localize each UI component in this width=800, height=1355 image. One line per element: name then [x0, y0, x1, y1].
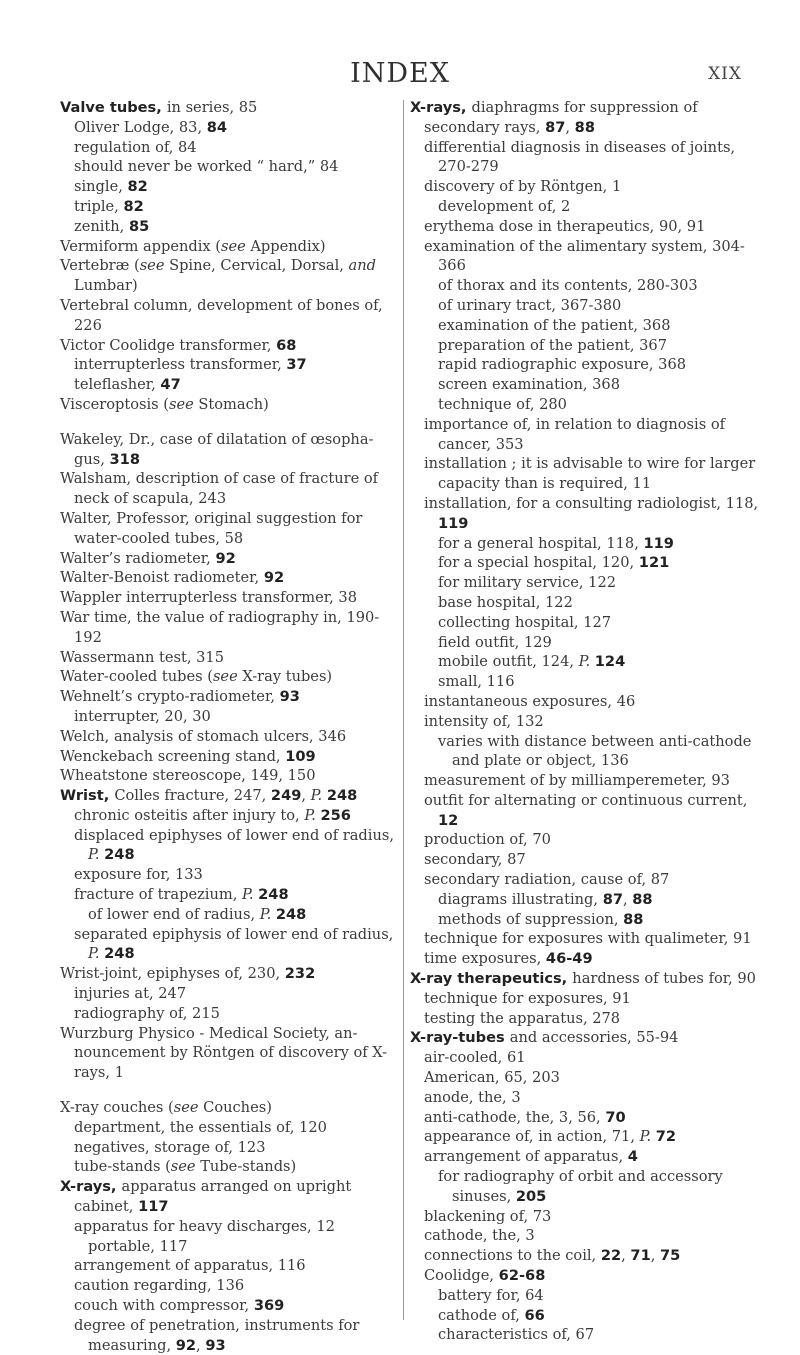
italic-text: see	[212, 668, 238, 686]
index-entry	[410, 1147, 770, 1167]
entry-text: zenith,	[74, 217, 129, 235]
entry-text: arrangement of apparatus, 116	[74, 1257, 306, 1275]
index-entry	[410, 989, 770, 1009]
entry-text: anode, the, 3	[424, 1088, 521, 1106]
entry-text: and accessories, 55-94	[509, 1029, 679, 1047]
index-entry	[410, 553, 770, 573]
index-entry	[410, 336, 770, 356]
index-entry	[60, 197, 398, 217]
entry-text: methods of suppression,	[438, 910, 624, 928]
entry-text: Wappler interrupterless transformer, 38	[60, 589, 357, 607]
entry-text: technique for exposures, 91	[424, 989, 631, 1007]
italic-text: P.	[578, 653, 591, 671]
index-entry	[60, 568, 398, 588]
index-entry	[410, 830, 770, 850]
index-entry	[410, 593, 770, 613]
entry-text: blackening of, 73	[424, 1207, 552, 1225]
entry-text: instantaneous exposures, 46	[424, 692, 636, 710]
entry-text: ,	[623, 890, 633, 908]
entry-text: importance of, in relation to diagnosis of cancer, 353	[424, 415, 726, 453]
entry-text: Wehnelt’s crypto-radiometer,	[60, 688, 280, 706]
index-entry	[410, 791, 770, 831]
entry-text: for a special hospital, 120,	[438, 554, 639, 572]
entry-text: of thorax and its contents, 280-303	[438, 277, 698, 295]
bold-page-ref: 92	[175, 1336, 197, 1354]
entry-text: Tube-stands)	[195, 1158, 297, 1176]
entry-text: diagrams illustrating,	[438, 890, 603, 908]
entry-text: cathode, the, 3	[424, 1227, 535, 1245]
entry-text: Spine, Cervical, Dorsal,	[164, 257, 349, 275]
entry-text: radiography of, 215	[74, 1004, 220, 1022]
italic-text: P.	[88, 846, 100, 864]
entry-text: intensity of, 132	[424, 712, 544, 730]
index-entry	[60, 687, 398, 707]
index-entry	[60, 786, 398, 806]
italic-text: P.	[88, 945, 100, 963]
index-entry	[60, 217, 398, 237]
index-entry	[410, 98, 770, 138]
index-entry	[410, 1028, 770, 1048]
index-entry	[410, 1286, 770, 1306]
entry-text: rapid radiographic exposure, 368	[438, 356, 687, 374]
index-entry	[410, 1246, 770, 1266]
bold-page-ref: 248	[104, 846, 135, 864]
page-title: INDEX	[350, 58, 450, 89]
index-entry	[60, 1157, 398, 1177]
entry-text: varies with distance between anti-cathode and plate or object, 136	[438, 732, 752, 770]
entry-text: Stomach)	[193, 395, 269, 413]
bold-page-ref: 88	[623, 910, 644, 928]
entry-text: collecting hospital, 127	[438, 613, 612, 631]
index-entry	[60, 1024, 398, 1083]
index-entry	[60, 964, 398, 984]
index-entry	[60, 509, 398, 549]
italic-text: and	[348, 257, 376, 275]
entry-text: apparatus for heavy discharges, 12	[74, 1217, 335, 1235]
bold-page-ref: 205	[515, 1187, 547, 1205]
italic-text: P.	[259, 905, 272, 923]
index-entry	[60, 157, 398, 177]
entry-text: ,	[565, 118, 575, 136]
entry-text: triple,	[74, 197, 124, 215]
bold-page-ref: 109	[285, 747, 316, 765]
entry-text: installation, for a consulting radiologist, 118,	[424, 494, 759, 512]
entry-text: development of, 2	[438, 197, 571, 215]
index-entry	[60, 1177, 398, 1217]
entry-text: Wheatstone stereoscope, 149, 150	[60, 767, 316, 785]
index-entry	[60, 885, 398, 905]
index-entry	[410, 850, 770, 870]
bold-page-ref: 248	[104, 945, 135, 963]
entry-text: Wakeley, Dr., case of dilatation of œsopha-gus,	[60, 430, 374, 468]
index-entry	[60, 98, 398, 118]
entry-text: small, 116	[438, 673, 515, 691]
entry-text: Walter, Professor, original suggestion for water-cooled tubes, 58	[60, 509, 363, 547]
index-entry	[60, 430, 398, 470]
entry-text: production of, 70	[424, 831, 551, 849]
bold-page-ref: 82	[123, 197, 144, 215]
bold-page-ref: 4	[627, 1148, 638, 1166]
index-entry	[60, 177, 398, 197]
entry-text: Wenckebach screening stand,	[60, 747, 286, 765]
index-entry	[410, 929, 770, 949]
index-entry	[410, 870, 770, 890]
bold-page-ref: 318	[109, 450, 140, 468]
index-entry	[410, 1207, 770, 1227]
entry-text: connections to the coil,	[424, 1247, 601, 1265]
bold-page-ref: 249	[270, 787, 302, 805]
entry-text: interrupterless transformer,	[74, 356, 287, 374]
entry-text: Visceroptosis (	[60, 395, 169, 413]
index-entry	[60, 588, 398, 608]
index-entry	[410, 949, 770, 969]
index-entry	[410, 1088, 770, 1108]
entry-text: Wurzburg Physico - Medical Society, an-nouncement by Röntgen of discovery of X-rays, 1	[60, 1024, 388, 1082]
entry-text: for radiography of orbit and accessory sinuses,	[438, 1168, 723, 1205]
italic-text: see	[170, 1158, 196, 1176]
entry-text: air-cooled, 61	[424, 1049, 526, 1067]
index-entry	[60, 549, 398, 569]
italic-text: P.	[304, 806, 316, 824]
bold-page-ref: 93	[279, 688, 300, 706]
index-entry	[410, 969, 770, 989]
bold-page-ref: 92	[215, 549, 236, 567]
entry-text: X-ray couches (	[60, 1099, 174, 1117]
entry-text: degree of penetration, instruments for measuring,	[74, 1316, 360, 1354]
entry-text: ,	[196, 1336, 206, 1354]
index-entry	[410, 494, 770, 534]
index-entry	[410, 732, 770, 772]
entry-text: screen examination, 368	[438, 376, 620, 394]
bold-page-ref: 87	[602, 890, 623, 908]
bold-page-ref: 85	[128, 217, 150, 235]
bold-page-ref: 46-49	[545, 950, 593, 968]
index-headword: X-rays,	[60, 1178, 122, 1196]
entry-text: in series, 85	[166, 99, 258, 116]
entry-text: regulation of, 84	[74, 138, 197, 156]
entry-text: installation ; it is advisable to wire for larger capacity than is required, 11	[424, 455, 756, 493]
index-entry	[410, 217, 770, 237]
entry-text: American, 65, 203	[424, 1069, 560, 1087]
index-entry	[60, 1256, 398, 1276]
entry-text: exposure for, 133	[74, 866, 203, 884]
bold-page-ref: 37	[286, 356, 307, 374]
bold-page-ref: 369	[253, 1297, 285, 1315]
bold-page-ref: 93	[205, 1336, 226, 1354]
index-entry	[410, 1068, 770, 1088]
entry-text: Appendix)	[245, 237, 326, 255]
bold-page-ref: 70	[605, 1108, 626, 1126]
index-entry	[60, 256, 398, 296]
index-entry	[410, 1325, 770, 1345]
index-column-left	[60, 98, 398, 1355]
italic-text: see	[168, 395, 194, 413]
entry-text: Wassermann test, 315	[60, 648, 224, 666]
index-entry	[60, 905, 398, 925]
entry-text: technique for exposures with qualimeter, 91	[424, 930, 752, 948]
entry-text: War time, the value of radiography in, 190-192	[60, 608, 380, 646]
index-entry	[60, 826, 398, 866]
index-entry	[60, 395, 398, 415]
bold-page-ref: 47	[160, 376, 181, 394]
bold-page-ref: 248	[275, 905, 307, 923]
entry-text: testing the apparatus, 278	[424, 1009, 621, 1027]
entry-text: Victor Coolidge transformer,	[60, 336, 277, 354]
index-entry	[60, 1237, 398, 1257]
entry-text: Vertebral column, development of bones of, 226	[60, 296, 383, 334]
index-entry	[60, 138, 398, 158]
index-entry	[410, 771, 770, 791]
index-entry	[410, 375, 770, 395]
entry-text: tube-stands (	[74, 1158, 171, 1176]
entry-text: discovery of by Röntgen, 1	[424, 178, 622, 196]
index-entry	[410, 652, 770, 672]
bold-page-ref: 121	[638, 554, 670, 572]
index-entry	[60, 296, 398, 336]
entry-text: anti-cathode, the, 3, 56,	[424, 1108, 606, 1126]
entry-text: ,	[621, 1247, 631, 1265]
entry-text: measurement of by milliamperemeter, 93	[424, 772, 730, 790]
index-entry	[410, 692, 770, 712]
index-entry	[410, 573, 770, 593]
entry-text: displaced epiphyses of lower end of radius,	[74, 826, 394, 844]
entry-text: apparatus arranged on upright cabinet,	[74, 1178, 352, 1216]
entry-text: characteristics of, 67	[438, 1326, 595, 1344]
index-entry	[60, 355, 398, 375]
index-entry	[410, 1266, 770, 1286]
italic-text: P.	[242, 886, 254, 904]
index-entry	[60, 1118, 398, 1138]
index-entry	[410, 395, 770, 415]
entry-text: negatives, storage of, 123	[74, 1138, 266, 1156]
entry-text: examination of the patient, 368	[438, 316, 671, 334]
entry-text: battery for, 64	[438, 1286, 544, 1304]
index-headword: X-ray-tubes	[410, 1029, 510, 1047]
index-entry	[410, 633, 770, 653]
index-entry	[410, 1127, 770, 1147]
entry-text: couch with compressor,	[74, 1297, 254, 1315]
bold-page-ref: 12	[438, 811, 459, 829]
entry-text: for military service, 122	[438, 574, 617, 592]
entry-text: single,	[74, 178, 128, 196]
index-entry	[410, 672, 770, 692]
index-entry	[410, 177, 770, 197]
index-entry	[60, 747, 398, 767]
index-entry	[410, 454, 770, 494]
index-entry	[60, 727, 398, 747]
bold-page-ref: 62-68	[498, 1267, 546, 1285]
italic-text: see	[173, 1099, 199, 1117]
column-divider	[403, 100, 404, 1320]
entry-text: time exposures,	[424, 950, 546, 968]
index-column-right	[410, 98, 770, 1345]
entry-text: Welch, analysis of stomach ulcers, 346	[60, 727, 347, 745]
index-headword: X-rays,	[410, 99, 472, 116]
bold-page-ref: 92	[263, 569, 285, 587]
page-number: XIX	[708, 64, 742, 84]
entry-text: field outfit, 129	[438, 633, 552, 651]
index-entry	[60, 1138, 398, 1158]
bold-page-ref: 248	[258, 886, 289, 904]
entry-text: Walter-Benoist radiometer,	[60, 569, 264, 587]
index-entry	[410, 276, 770, 296]
index-entry	[60, 865, 398, 885]
entry-text: technique of, 280	[438, 395, 567, 413]
entry-text: of urinary tract, 367-380	[438, 296, 622, 314]
index-entry	[60, 1316, 398, 1355]
index-entry	[410, 1108, 770, 1128]
entry-text: ,	[650, 1247, 661, 1265]
index-entry	[60, 766, 398, 786]
index-entry	[410, 613, 770, 633]
bold-page-ref: 117	[138, 1198, 169, 1216]
italic-text: see	[220, 237, 246, 255]
bold-page-ref: 22	[600, 1247, 622, 1265]
index-entry	[60, 118, 398, 138]
index-entry	[410, 1306, 770, 1326]
index-entry	[410, 890, 770, 910]
entry-text: erythema dose in therapeutics, 90, 91	[424, 217, 706, 235]
entry-text: chronic osteitis after injury to,	[74, 806, 305, 824]
bold-page-ref: 71	[630, 1247, 651, 1265]
entry-text: Vermiform appendix (	[60, 237, 221, 255]
entry-text: examination of the alimentary system, 304-366	[424, 237, 745, 275]
bold-page-ref: 248	[326, 787, 358, 805]
index-entry	[410, 138, 770, 178]
index-entry	[410, 237, 770, 277]
entry-text: caution regarding, 136	[74, 1277, 245, 1295]
entry-text: Coolidge,	[424, 1267, 499, 1285]
entry-text: secondary, 87	[424, 851, 526, 869]
index-headword: X-ray therapeutics,	[410, 970, 573, 988]
index-entry	[60, 469, 398, 509]
entry-text: Couches)	[198, 1099, 272, 1117]
index-entry	[410, 415, 770, 455]
italic-text: P.	[310, 787, 323, 805]
entry-text: arrangement of apparatus,	[424, 1148, 628, 1166]
bold-page-ref: 82	[127, 178, 148, 196]
entry-text: should never be worked “ hard,” 84	[74, 158, 339, 176]
index-entry	[410, 1048, 770, 1068]
bold-page-ref: 75	[660, 1247, 681, 1265]
index-entry	[410, 1167, 770, 1207]
index-entry	[60, 336, 398, 356]
entry-text: injuries at, 247	[74, 985, 187, 1003]
entry-text: X-ray tubes)	[237, 668, 333, 686]
bold-page-ref: 87	[545, 118, 566, 136]
entry-text: portable, 117	[88, 1237, 188, 1255]
entry-text: ,	[301, 787, 311, 805]
bold-page-ref: 72	[655, 1128, 677, 1146]
entry-text: secondary radiation, cause of, 87	[424, 871, 670, 889]
entry-text: Vertebræ (	[60, 257, 140, 275]
index-entry	[410, 1009, 770, 1029]
entry-text: appearance of, in action, 71,	[424, 1128, 640, 1146]
entry-text: Walter’s radiometer,	[60, 549, 216, 567]
entry-text: Colles fracture, 247,	[114, 787, 271, 805]
entry-text: differential diagnosis in diseases of joints, 270-279	[424, 138, 736, 176]
bold-page-ref: 124	[594, 653, 626, 671]
bold-page-ref: 119	[438, 514, 469, 532]
entry-text: Walsham, description of case of fracture of neck of scapula, 243	[60, 470, 379, 508]
italic-text: see	[139, 257, 165, 275]
index-entry	[60, 707, 398, 727]
entry-text: department, the essentials of, 120	[74, 1118, 327, 1136]
entry-text: mobile outfit, 124,	[438, 653, 579, 671]
index-entry	[60, 237, 398, 257]
bold-page-ref: 119	[643, 534, 674, 552]
entry-text: base hospital, 122	[438, 593, 573, 611]
index-entry	[60, 1098, 398, 1118]
entry-text: teleflasher,	[74, 376, 161, 394]
index-entry	[60, 1296, 398, 1316]
index-entry	[60, 375, 398, 395]
index-entry	[410, 910, 770, 930]
index-entry	[60, 1004, 398, 1024]
index-entry	[60, 667, 398, 687]
index-entry	[60, 984, 398, 1004]
entry-text: Wrist-joint, epiphyses of, 230,	[60, 965, 285, 983]
entry-text: Water-cooled tubes (	[60, 668, 213, 686]
bold-page-ref: 68	[276, 336, 297, 354]
entry-text: Lumbar)	[74, 277, 138, 295]
entry-text: fracture of trapezium,	[74, 886, 242, 904]
index-entry	[410, 197, 770, 217]
index-entry	[60, 806, 398, 826]
italic-text: P.	[639, 1128, 652, 1146]
index-entry	[410, 355, 770, 375]
entry-text: outfit for alternating or continuous current,	[424, 791, 748, 809]
index-entry	[410, 296, 770, 316]
index-entry	[60, 1276, 398, 1296]
index-headword: Wrist,	[60, 787, 115, 805]
index-entry	[410, 534, 770, 554]
index-entry	[410, 316, 770, 336]
entry-text: Oliver Lodge, 83,	[74, 118, 207, 136]
index-entry	[60, 925, 398, 965]
index-entry	[410, 712, 770, 732]
entry-text: for a general hospital, 118,	[438, 534, 644, 552]
index-headword: Valve tubes,	[60, 99, 167, 116]
index-entry	[60, 608, 398, 648]
index-entry	[60, 648, 398, 668]
entry-text: of lower end of radius,	[88, 905, 260, 923]
entry-text: interrupter, 20, 30	[74, 707, 211, 725]
bold-page-ref: 66	[524, 1306, 545, 1324]
entry-text: preparation of the patient, 367	[438, 336, 668, 354]
entry-text: diaphragms for suppression of secondary rays,	[424, 99, 698, 136]
entry-text: cathode of,	[438, 1306, 525, 1324]
bold-page-ref: 88	[632, 890, 653, 908]
index-entry	[410, 1226, 770, 1246]
bold-page-ref: 84	[206, 118, 228, 136]
bold-page-ref: 88	[574, 118, 595, 136]
bold-page-ref: 232	[284, 965, 316, 983]
entry-text: hardness of tubes for, 90	[572, 970, 756, 988]
bold-page-ref: 256	[320, 806, 351, 824]
entry-text: separated epiphysis of lower end of radius,	[74, 925, 394, 943]
index-entry	[60, 1217, 398, 1237]
